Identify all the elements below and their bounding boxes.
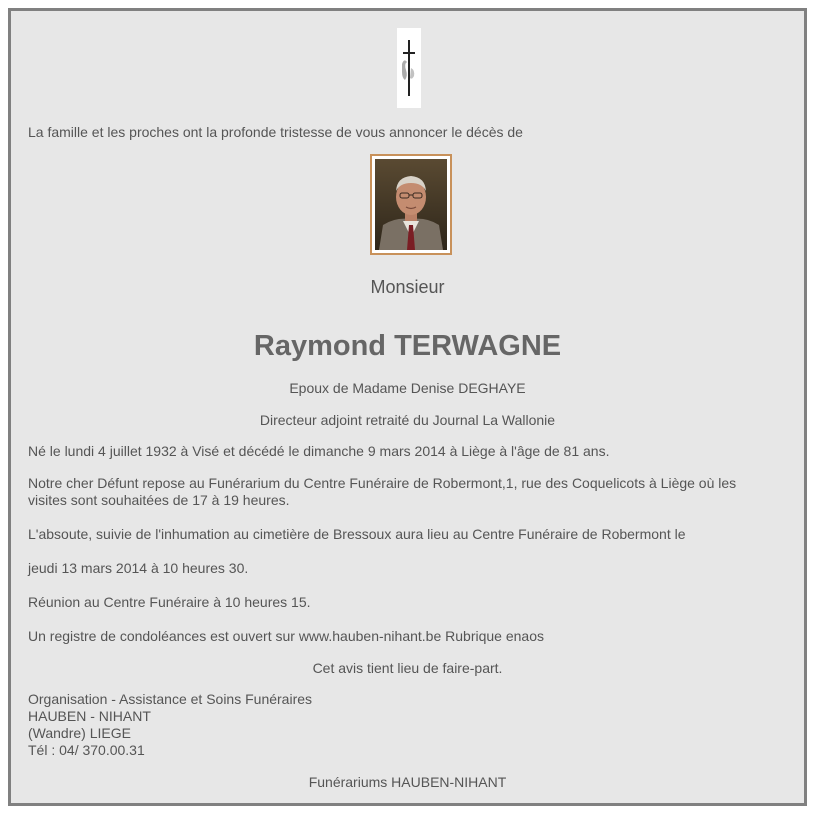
organisation-line3: (Wandre) LIEGE (28, 725, 131, 741)
notice-text: Cet avis tient lieu de faire-part. (312, 660, 503, 676)
civility-title: Monsieur (370, 277, 445, 297)
organisation-line1: Organisation - Assistance et Soins Funéraires (28, 691, 313, 707)
visits-text-line2: visites sont souhaitées de 17 à 19 heures. (28, 492, 290, 508)
profession-text: Directeur adjoint retraité du Journal La Wallonie (259, 412, 556, 428)
cross-icon (397, 28, 421, 108)
deceased-name: Raymond TERWAGNE (253, 330, 562, 362)
birth-death-text: Né le lundi 4 juillet 1932 à Visé et décédé le dimanche 9 mars 2014 à Liège à l'âge de 81 ans. (28, 443, 610, 459)
cross-image (397, 28, 421, 108)
reunion-text: Réunion au Centre Funéraire à 10 heures 15. (28, 594, 311, 610)
organisation-phone: Tél : 04/ 370.00.31 (28, 742, 145, 758)
footer-text: Funérariums HAUBEN-NIHANT (308, 774, 507, 790)
portrait-photo (375, 159, 447, 250)
death-notice-card (8, 8, 807, 806)
portrait-frame (370, 154, 452, 255)
visits-text-line1: Notre cher Défunt repose au Funérarium du Centre Funéraire de Robermont,1, rue des Coquelicots à Liège où les (28, 475, 737, 491)
intro-text: La famille et les proches ont la profonde tristesse de vous annoncer le décès de (28, 124, 523, 140)
condolences-text: Un registre de condoléances est ouvert sur www.hauben-nihant.be Rubrique enaos (28, 628, 544, 644)
absoute-text: L'absoute, suivie de l'inhumation au cimetière de Bressoux aura lieu au Centre Funéraire de Robermont le (28, 526, 686, 542)
organisation-line2: HAUBEN - NIHANT (28, 708, 151, 724)
spouse-text: Epoux de Madame Denise DEGHAYE (289, 380, 526, 396)
absoute-date: jeudi 13 mars 2014 à 10 heures 30. (28, 560, 249, 576)
